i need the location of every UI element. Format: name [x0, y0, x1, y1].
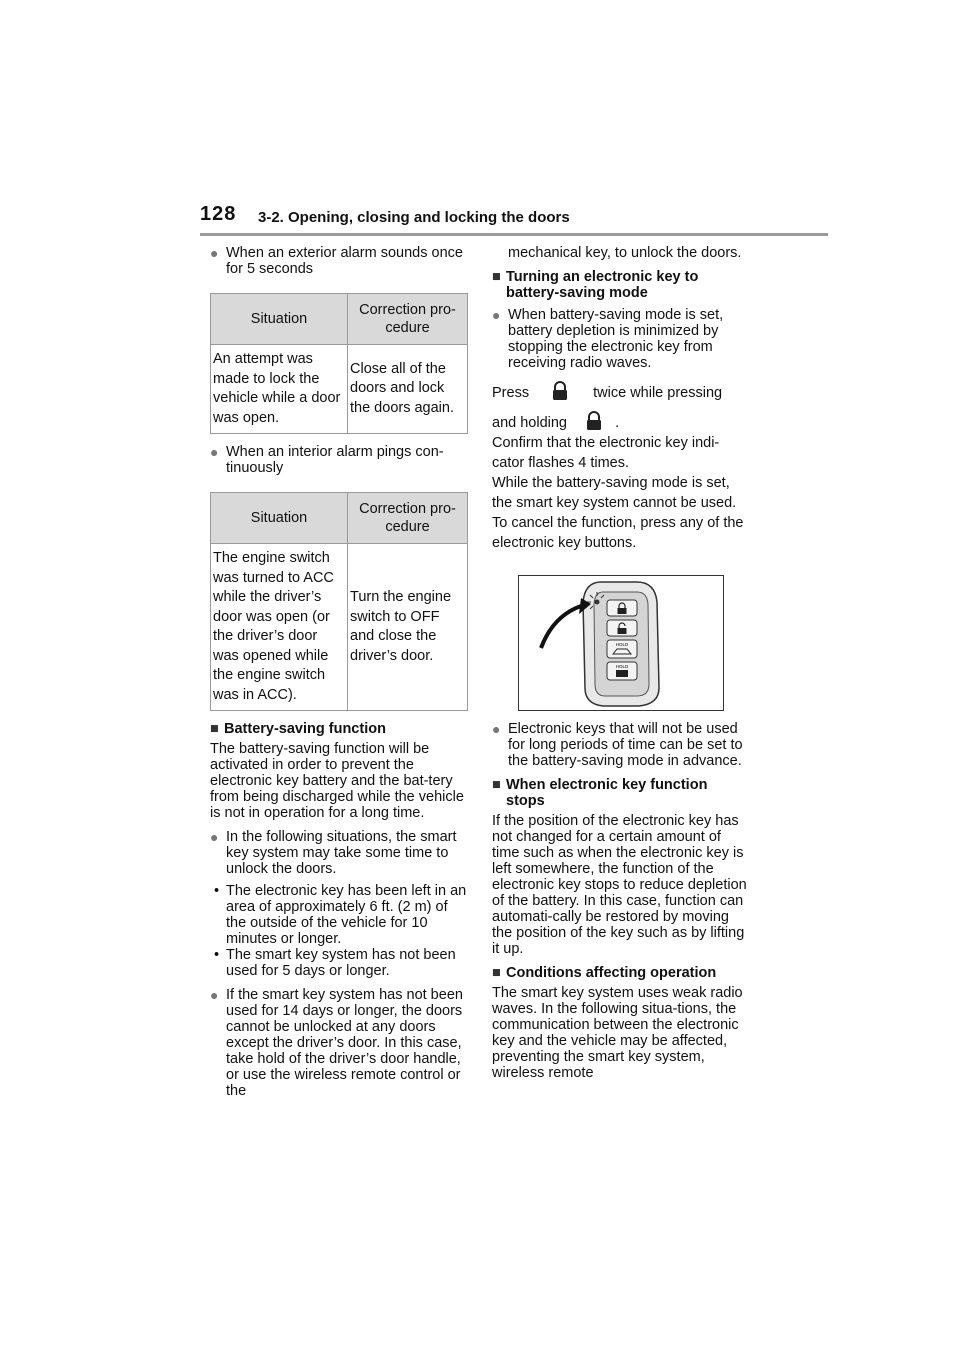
conditions-paragraph: The smart key system uses weak radio waves. In the following situa-tions, the communication between the electronic key and the vehicle may be affected, preventing the smart key system, wireless remote	[492, 985, 743, 1081]
table-header-row	[211, 294, 468, 345]
lock-icon	[551, 381, 569, 401]
heading-conditions: ■ Conditions affecting operation	[492, 965, 717, 981]
interior-alarm-table	[210, 492, 468, 711]
while-mode-text: While the battery-saving mode is set, the smart key system cannot be used. To cancel the function, press any of the electronic key buttons.	[492, 475, 744, 551]
svg-text:HOLD: HOLD	[615, 664, 629, 669]
dash-item-not-used: • The smart key system has not been used for 5 days or longer.	[214, 947, 456, 979]
square-bullet-icon: ■	[210, 721, 219, 737]
bullet-situations: ● In the following situations, the smart key system may take some time to unlock the doors.	[210, 829, 457, 877]
electronic-key-figure	[518, 575, 724, 711]
bullet-dot-icon: ●	[492, 307, 501, 323]
bullet-exterior-alarm: ● When an exterior alarm sounds once for 5 seconds	[210, 245, 463, 277]
situation-cell: The engine switch was turned to ACC while the driver’s door was open (or the driver’s door was opened while the engine switch was in ACC).	[211, 544, 348, 711]
table-header-situation: Situation	[211, 294, 348, 345]
electronic-key-illustration	[519, 576, 723, 710]
battery-saving-paragraph: The battery-saving function will be activated in order to prevent the electronic key battery and the bat-tery from being discharged while the vehicle is not in operation for a long time.	[210, 741, 464, 821]
situation-cell: An attempt was made to lock the vehicle while a door was open.	[211, 345, 348, 434]
heading-battery-saving: ■ Battery-saving function	[210, 721, 386, 737]
section-title: 3-2. Opening, closing and locking the doors	[258, 209, 570, 226]
bullet-keys-unused: ● Electronic keys that will not be used for long periods of time can be set to the battery-saving mode in advance.	[492, 721, 743, 769]
correction-cell: Close all of the doors and lock the doors again.	[348, 345, 468, 434]
lock-icon	[585, 411, 603, 431]
header-divider	[200, 233, 828, 236]
left-column	[210, 245, 468, 1105]
bullet-dot-icon: ●	[210, 829, 219, 845]
table-header-situation: Situation	[211, 493, 348, 544]
bullet-14-days: ● If the smart key system has not been used for 14 days or longer, the doors cannot be unlocked at any doors except the driver’s door. In this case, take hold of the driver’s door handle, or use the wireless remote control or the	[210, 987, 463, 1099]
continued-text: mechanical key, to unlock the doors.	[508, 245, 742, 261]
indicator-light	[595, 600, 600, 605]
table-header-correction: Correction pro-cedure	[348, 294, 468, 345]
pointer-arrow	[541, 606, 581, 648]
correction-cell: Turn the engine switch to OFF and close the driver’s door.	[348, 544, 468, 711]
bullet-dot-icon: ●	[210, 245, 219, 261]
press-instruction: Press twice while pressing	[492, 381, 750, 403]
hold-instruction: and holding .	[492, 411, 750, 433]
square-bullet-icon: ■	[492, 777, 501, 793]
right-column	[492, 245, 750, 1089]
heading-turning-key: ■ Turning an electronic key to battery-saving mode	[492, 269, 699, 301]
table-header-row	[211, 493, 468, 544]
bullet-mode-set: ● When battery-saving mode is set, battery depletion is minimized by stopping the electronic key from receiving radio waves.	[492, 307, 724, 371]
table-header-correction: Correction pro-cedure	[348, 493, 468, 544]
bullet-interior-alarm: ● When an interior alarm pings con-tinuously	[210, 444, 444, 476]
page-number: 128	[200, 203, 237, 225]
svg-text:HOLD: HOLD	[615, 642, 629, 647]
square-bullet-icon: ■	[492, 269, 501, 285]
dash-item-left-key: • The electronic key has been left in an area of approximately 6 ft. (2 m) of the outside of the vehicle for 10 minutes or longer.	[214, 883, 467, 947]
exterior-alarm-table	[210, 293, 468, 434]
bullet-dot-icon: ●	[210, 444, 219, 460]
key-stops-paragraph: If the position of the electronic key has not changed for a certain amount of time such as when the electronic key is left somewhere, the function of the electronic key stops to reduce depletion of the battery. In this case, function can automati-cally be restored by moving the position of the key such as by lifting it up.	[492, 813, 747, 957]
table-row	[211, 544, 468, 711]
bullet-dot-icon: ●	[492, 721, 501, 737]
heading-key-stops: ■ When electronic key function stops	[492, 777, 708, 809]
table-row	[211, 345, 468, 434]
bullet-dot-icon: ●	[210, 987, 219, 1003]
confirm-text: Confirm that the electronic key indi-cator flashes 4 times.	[492, 435, 720, 471]
square-bullet-icon: ■	[492, 965, 501, 981]
